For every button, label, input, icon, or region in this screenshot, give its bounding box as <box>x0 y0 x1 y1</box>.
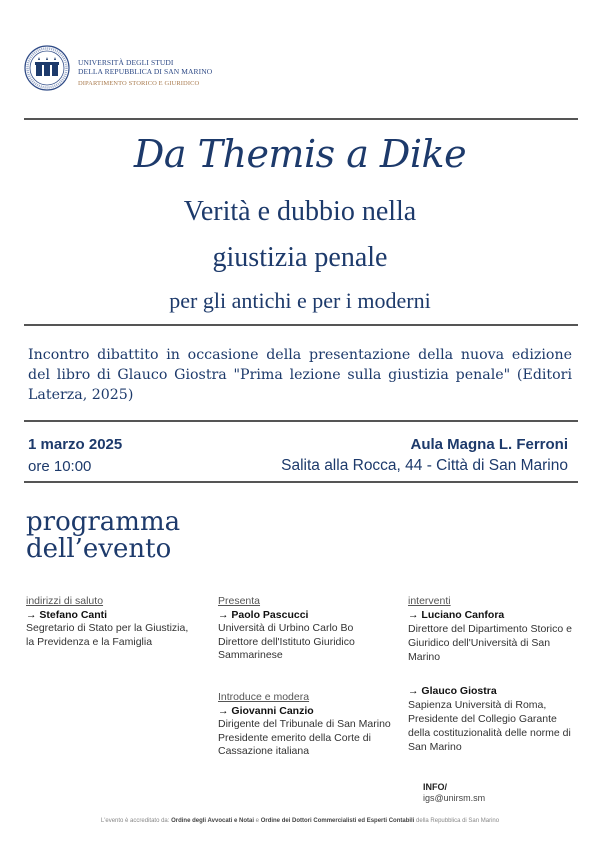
programme-heading-line2: dell’evento <box>26 534 172 564</box>
event-time: ore 10:00 <box>28 458 92 475</box>
footer-org1: Ordine degli Avvocati e Notai <box>171 818 255 824</box>
programme-interventi-2 <box>408 684 580 754</box>
divider <box>24 324 578 326</box>
event-address: Salita alla Rocca, 44 - Città di San Marino <box>281 457 568 474</box>
university-name-line1: UNIVERSITÀ DEGLI STUDI <box>78 58 174 67</box>
speaker-name: → Luciano Canfora <box>408 609 505 621</box>
speaker-role: Università di Urbino Carlo Bo <box>218 622 354 634</box>
section-label: interventi <box>408 595 451 607</box>
section-label: Presenta <box>218 595 261 607</box>
speaker-role: Presidente emerito della Corte di Cassazione italiana <box>218 731 371 757</box>
speaker-role: Segretario di Stato per la Giustizia, la Previdenza e la Famiglia <box>26 622 189 648</box>
footer-conj: e <box>254 818 261 824</box>
programme-saluto <box>26 595 191 649</box>
footer-suffix: della Repubblica di San Marino <box>414 818 500 824</box>
university-seal-icon <box>24 45 70 91</box>
event-description: Incontro dibattito in occasione della presentazione della nuova edizione del libro di Glauco Giostra "Prima lezione sulla giustizia penale" (Editori Laterza, 2025) <box>28 347 572 403</box>
speaker-name: → Stefano Canti <box>26 608 108 621</box>
section-label: indirizzi di saluto <box>26 595 104 607</box>
speaker-role: Direttore del Dipartimento Storico e Giuridico dell'Università di San Marino <box>408 623 572 663</box>
speaker-role: Sapienza Università di Roma, Presidente del Collegio Garante della costituzionalità delle norme di San Marino <box>408 699 571 753</box>
accreditation-footer <box>0 818 600 824</box>
divider <box>24 420 578 422</box>
info-label: INFO/ <box>423 782 447 792</box>
event-date: 1 marzo 2025 <box>28 436 123 453</box>
divider <box>24 118 578 120</box>
section-label: Introduce e modera <box>218 691 310 703</box>
event-venue: Aula Magna L. Ferroni <box>410 436 568 453</box>
programme-heading-line1: programma <box>26 507 181 537</box>
university-name-line2: DELLA REPUBBLICA DI SAN MARINO <box>78 67 213 76</box>
info-email[interactable]: igs@unirsm.sm <box>423 793 486 803</box>
department-name: DIPARTIMENTO STORICO E GIURIDICO <box>78 80 200 87</box>
programme-interventi <box>408 594 580 664</box>
speaker-name: → Giovanni Canzio <box>218 704 314 717</box>
programme-modera <box>218 691 393 759</box>
university-name <box>78 58 212 76</box>
programme-heading <box>26 509 180 563</box>
info-block <box>423 782 485 804</box>
subtitle-line2: giustizia penale <box>212 242 388 273</box>
subtitle-line1: Verità e dubbio nella <box>183 196 417 227</box>
footer-org2: Ordine dei Dottori Commercialisti ed Esperti Contabili <box>260 818 415 824</box>
speaker-name: → Glauco Giostra <box>408 685 497 697</box>
footer-prefix: L'evento è accreditato da: <box>100 818 172 824</box>
speaker-name: → Paolo Pascucci <box>218 608 309 621</box>
speaker-role: Direttore dell'Istituto Giuridico Sammarinese <box>218 635 355 661</box>
programme-presenta <box>218 595 393 663</box>
speaker-role: Dirigente del Tribunale di San Marino <box>218 718 391 730</box>
event-title: Da Themis a Dike <box>133 132 467 176</box>
subtitle-line3: per gli antichi e per i moderni <box>169 288 431 313</box>
divider <box>24 481 578 483</box>
